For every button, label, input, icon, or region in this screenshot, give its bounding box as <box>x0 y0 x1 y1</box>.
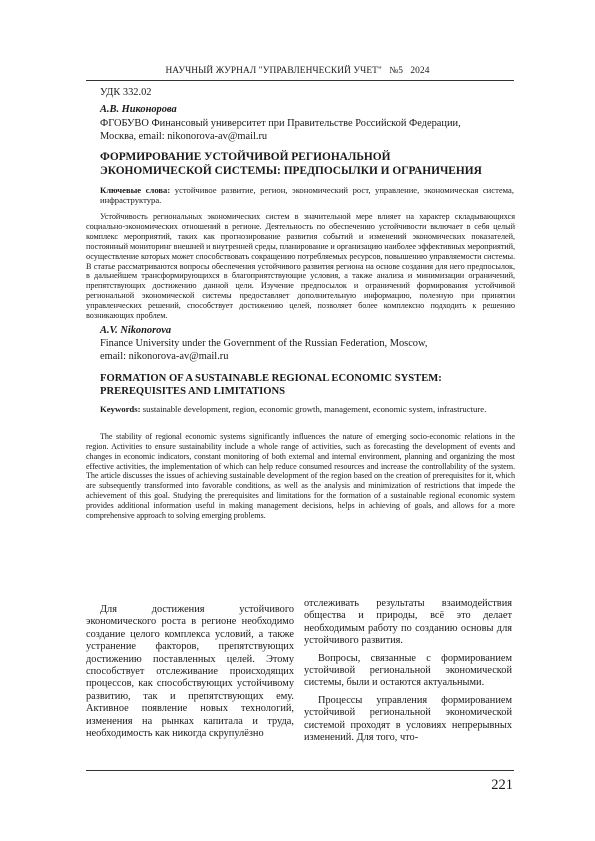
header-rule <box>86 80 514 81</box>
affiliation-line-en: email: nikonorova-av@mail.ru <box>100 351 229 362</box>
keywords-text: устойчивое развитие, регион, экономический рост, управление, экономическая система, инфраструктура. <box>100 185 514 206</box>
title-line: ФОРМИРОВАНИЕ УСТОЙЧИВОЙ РЕГИОНАЛЬНОЙ <box>100 151 391 163</box>
keywords-label: Ключевые слова: <box>100 185 171 195</box>
body-paragraph: Процессы управления формированием устойчивой региональной экономической системой проходят в условиях непрерывных изменений. Для того, что- <box>304 694 512 744</box>
running-header: НАУЧНЫЙ ЖУРНАЛ "УПРАВЛЕНЧЕСКИЙ УЧЕТ" №5 2024 <box>165 66 430 76</box>
keywords-ru <box>100 185 514 206</box>
abstract-ru: Устойчивость региональных экономических систем в значительной мере влияет на характер складывающихся социально-экономических отношений в регионе. Деятельность по обеспечению устойчивости включает в себя целый комплекс мероприятий, таких как прогнозирование развития событий и изменений экономических показателей, постоянный мониторинг внешней и внутренней среды, планирование и организацию наиболее эффективных мероприятий, осуществление которых может способствовать сокращению потребляемых ресурсов, повышению управляемости системы. В статье рассматриваются вопросы обеспечения устойчивого развития региона на основе создания для него предпосылок, в дальнейшем трансформирующихся в благоприятствующие условия, а также анализа и минимизации ограничений, препятствующих достижению данной цели. Изучение предпосылок и ограничений формирования устойчивой региональной экономической системы предоставляет дополнительную информацию, полезную при принятии управленческих решений, способствует достижению целей, позволяет более комплексно подходить к решению возникающих проблем. <box>86 212 515 321</box>
footer-rule <box>86 770 514 771</box>
abstract-en: The stability of regional economic systems significantly influences the nature of emerging socio-economic relations in the region. Activities to ensure sustainability include a whole range of activities, such as forecasting the development of events and changes in economic indicators, constant monitoring of both external and internal environment, planning and organizing the most effective activities, the implementation of which can help reduce consumed resources and increase the controllability of the system. The article discusses the issues of achieving sustainable development of the region based on the creation of prerequisites for it, which are subsequently transformed into favorable conditions, as well as the analysis and minimization of restrictions that impede the achievement of this goal. Studying the prerequisites and limitations for the formation of a sustainable regional economic system provides additional information useful in making management decisions, helps in achieving of goals, and allows for a more comprehensive approach to solving emerging problems. <box>86 432 515 520</box>
body-paragraph: Для достижения устойчивого экономического роста в регионе необходимо создание целого комплекса условий, а также устранение факторов, препятствующих достижению поставленных целей. Этому способствует отслеживание происходящих процессов, как способствующих устойчивому развитию, так и препятствующих ему. Активное появление новых технологий, изменения на рынках капитала и труда, необходимость как никогда скрупулёзно <box>86 604 294 740</box>
udk-code: УДК 332.02 <box>100 87 152 98</box>
article-title-ru <box>100 151 520 178</box>
affiliation-line-ru: ФГОБУВО Финансовый университет при Правительстве Российской Федерации, <box>100 118 461 129</box>
keywords-label: Keywords: <box>100 404 141 414</box>
title-line: PREREQUISITES AND LIMITATIONS <box>100 386 286 397</box>
keywords-en <box>100 404 514 414</box>
affiliation-line-ru: Москва, email: nikonorova-av@mail.ru <box>100 131 268 142</box>
body-paragraph: отслеживать результаты взаимодействия общества и природы, всё это делает необходимым работу по созданию основы для устойчивого развития. <box>304 598 512 647</box>
body-paragraph: Вопросы, связанные с формированием устойчивой региональной экономической системы, были и остаются актуальными. <box>304 652 512 689</box>
body-column-left <box>86 604 294 740</box>
body-column-right <box>304 598 512 744</box>
page-number: 221 <box>491 777 513 793</box>
title-line: ЭКОНОМИЧЕСКОЙ СИСТЕМЫ: ПРЕДПОСЫЛКИ И ОГРАНИЧЕНИЯ <box>100 164 482 177</box>
affiliation-line-en: Finance University under the Government of the Russian Federation, Moscow, <box>100 338 428 349</box>
article-title-en <box>100 372 520 398</box>
title-line: FORMATION OF A SUSTAINABLE REGIONAL ECONOMIC SYSTEM: <box>100 373 442 384</box>
author-name-en: A.V. Nikonorova <box>100 325 172 336</box>
keywords-text: sustainable development, region, economic growth, management, economic system, infrastructure. <box>140 404 487 414</box>
author-name-ru: А.В. Никонорова <box>100 104 177 115</box>
